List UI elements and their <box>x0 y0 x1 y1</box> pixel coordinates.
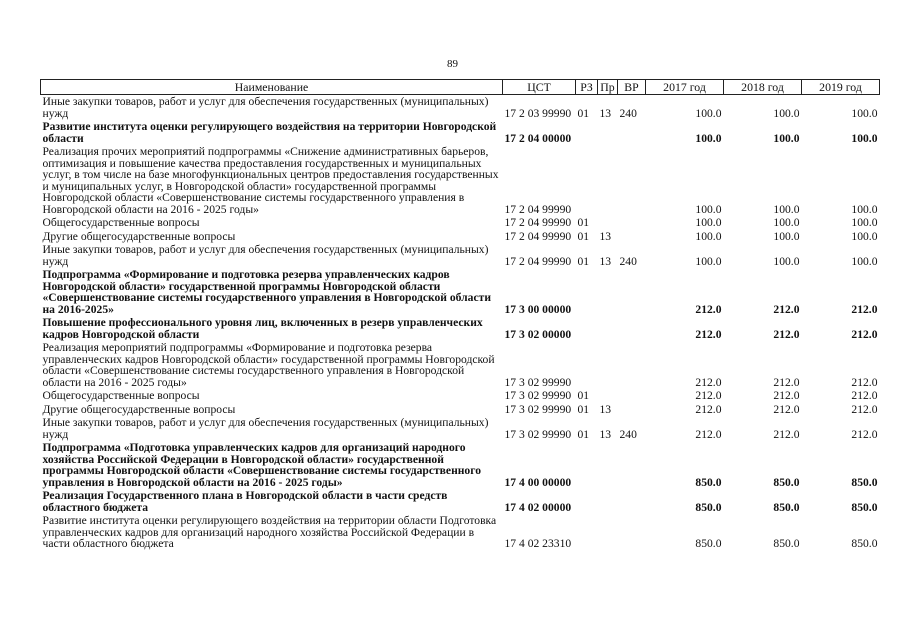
table-row <box>41 243 880 268</box>
cell-2019: 100.0 <box>851 216 878 229</box>
cell-pr <box>598 514 618 551</box>
cell-2018: 212.0 <box>773 427 800 441</box>
cell-rz: 01 <box>577 229 590 243</box>
cell-2018: 212.0 <box>773 302 800 316</box>
cell-cst: 17 2 04 00000 <box>504 131 572 145</box>
table-row <box>41 389 880 403</box>
cell-pr: 13 <box>599 229 612 243</box>
cell-rz <box>576 514 598 551</box>
budget-table <box>40 79 880 551</box>
cell-2018: 850.0 <box>773 475 800 489</box>
cell-2017: 100.0 <box>695 229 722 243</box>
cell-cst: 17 3 02 99990 <box>504 427 572 441</box>
cell-rz <box>576 120 598 145</box>
column-header-rz: РЗ <box>576 80 598 95</box>
cell-name: Общегосударственные вопросы <box>42 389 200 402</box>
cell-vr <box>618 120 646 145</box>
cell-name: Другие общегосударственные вопросы <box>42 402 236 416</box>
cell-2018: 100.0 <box>773 254 800 268</box>
cell-rz <box>576 316 598 341</box>
cell-name: Иные закупки товаров, работ и услуг для обеспечения государственных (муниципальных) нужд <box>42 243 489 268</box>
cell-cst: 17 4 00 00000 <box>504 475 572 489</box>
cell-2017: 850.0 <box>695 500 722 514</box>
cell-rz <box>576 145 598 216</box>
cell-name: Реализация мероприятий подпрограммы «Формирование и подготовка резерва управленческих кадров Новгородской области» государственной программы Новгородской области «Совершенствование системы государственного управления в Новгородской области на 2016 - 2025 годы» <box>42 341 495 389</box>
cell-2018: 850.0 <box>773 500 800 514</box>
cell-name: Развитие института оценки регулирующего воздействия на территории области Подготовка управленческих кадров для организаций народного хозяйства Российской Федерации в части областного бюджета <box>42 514 497 550</box>
column-header-cst: ЦСТ <box>503 80 576 95</box>
column-header-pr: Пр <box>598 80 618 95</box>
cell-vr: 240 <box>619 427 637 441</box>
cell-2019: 100.0 <box>851 254 878 268</box>
cell-vr <box>618 389 646 403</box>
cell-2018: 212.0 <box>773 327 800 341</box>
cell-2018: 100.0 <box>773 202 800 216</box>
cell-2019: 212.0 <box>851 302 878 316</box>
cell-cst: 17 2 04 99990 <box>504 254 572 268</box>
cell-pr <box>598 268 618 316</box>
page-number: 89 <box>447 58 458 70</box>
cell-pr <box>598 145 618 216</box>
cell-pr <box>598 216 618 230</box>
cell-rz <box>576 441 598 489</box>
cell-2019: 212.0 <box>851 402 878 416</box>
table-row <box>41 341 880 389</box>
cell-rz <box>576 268 598 316</box>
cell-2019: 100.0 <box>851 131 878 145</box>
cell-name: Развитие института оценки регулирующего воздействия на территории Новгородской области <box>42 120 497 145</box>
cell-2018: 100.0 <box>773 106 800 120</box>
cell-rz: 01 <box>577 402 590 416</box>
cell-pr <box>598 489 618 514</box>
column-header-name: Наименование <box>41 80 503 95</box>
table-row <box>41 441 880 489</box>
cell-2019: 850.0 <box>851 475 878 489</box>
column-header-vr: ВР <box>618 80 646 95</box>
cell-name: Другие общегосударственные вопросы <box>42 229 236 243</box>
cell-2019: 212.0 <box>851 375 878 389</box>
cell-2018: 850.0 <box>773 537 800 550</box>
cell-name: Общегосударственные вопросы <box>42 216 200 229</box>
cell-pr: 13 <box>599 402 612 416</box>
cell-2018: 100.0 <box>773 131 800 145</box>
cell-2019: 100.0 <box>851 229 878 243</box>
cell-name: Подпрограмма «Формирование и подготовка резерва управленческих кадров Новгородской области» государственной программы Новгородской области «Совершенствование системы государственного управления в Новгородской области на 2016-2025» <box>42 268 491 316</box>
cell-vr <box>618 403 646 417</box>
cell-cst: 17 2 04 99990 <box>504 216 572 229</box>
cell-vr <box>618 341 646 389</box>
cell-cst: 17 2 04 99990 <box>504 229 572 243</box>
table-row <box>41 216 880 230</box>
cell-vr <box>618 514 646 551</box>
cell-2018: 212.0 <box>773 375 800 389</box>
cell-vr: 240 <box>619 254 637 268</box>
cell-name: Иные закупки товаров, работ и услуг для обеспечения государственных (муниципальных) нужд <box>42 95 489 120</box>
cell-name: Повышение профессионального уровня лиц, включенных в резерв управленческих кадров Новгородской области <box>42 316 483 341</box>
cell-rz: 01 <box>577 254 590 268</box>
cell-2017: 212.0 <box>695 427 722 441</box>
cell-2017: 850.0 <box>695 475 722 489</box>
column-header-2019: 2019 год <box>802 80 880 95</box>
cell-rz: 01 <box>577 216 590 229</box>
cell-pr: 13 <box>599 427 612 441</box>
cell-cst: 17 4 02 23310 <box>504 537 572 550</box>
cell-name: Подпрограмма «Подготовка управленческих кадров для организаций народного хозяйства Российской Федерации в Новгородской области» государственной программы Новгородской области «Совершенствование системы государственного управления в Новгородской области на 2016 - 2025 годы» <box>42 441 482 489</box>
cell-2017: 100.0 <box>695 202 722 216</box>
cell-cst: 17 2 03 99990 <box>504 106 572 120</box>
cell-2019: 212.0 <box>851 427 878 441</box>
cell-name: Реализация Государственного плана в Новгородской области в части средств областного бюджета <box>42 489 448 514</box>
cell-pr <box>598 389 618 403</box>
cell-2017: 850.0 <box>695 537 722 550</box>
cell-2017: 100.0 <box>695 254 722 268</box>
table-header-row <box>41 80 880 95</box>
cell-cst: 17 3 02 00000 <box>504 327 572 341</box>
cell-2017: 100.0 <box>695 106 722 120</box>
cell-2017: 212.0 <box>695 375 722 389</box>
cell-2019: 850.0 <box>851 537 878 550</box>
cell-2017: 212.0 <box>695 302 722 316</box>
cell-rz: 01 <box>577 427 590 441</box>
cell-2017: 212.0 <box>695 402 722 416</box>
cell-name: Реализация прочих мероприятий подпрограммы «Снижение административных барьеров, оптимизация и повышение качества предоставления государственных и муниципальных услуг, в том числе на базе многофункциональных центров предоставления государственных и муниципальных услуг, в Новгородской области» государственной программы Новгородской области «Совершенствование системы государственного управления в Новгородской области на 2016 - 2025 годы» <box>42 145 499 216</box>
table-row <box>41 95 880 121</box>
table-row <box>41 120 880 145</box>
cell-2019: 212.0 <box>851 389 878 402</box>
table-row <box>41 416 880 441</box>
cell-cst: 17 3 02 99990 <box>504 375 572 389</box>
cell-vr <box>618 145 646 216</box>
cell-rz: 01 <box>577 389 590 402</box>
cell-vr <box>618 230 646 244</box>
cell-2019: 100.0 <box>851 202 878 216</box>
cell-2017: 100.0 <box>695 131 722 145</box>
cell-pr <box>598 441 618 489</box>
cell-2018: 100.0 <box>773 229 800 243</box>
cell-2019: 850.0 <box>851 500 878 514</box>
cell-vr <box>618 316 646 341</box>
cell-name: Иные закупки товаров, работ и услуг для обеспечения государственных (муниципальных) нужд <box>42 416 489 441</box>
cell-2017: 100.0 <box>695 216 722 229</box>
cell-rz <box>576 489 598 514</box>
cell-pr <box>598 341 618 389</box>
table-row <box>41 514 880 551</box>
cell-cst: 17 3 00 00000 <box>504 302 572 316</box>
table-body <box>41 95 880 551</box>
cell-2019: 212.0 <box>851 327 878 341</box>
table-row <box>41 403 880 417</box>
cell-2018: 212.0 <box>773 389 800 402</box>
table-row <box>41 316 880 341</box>
cell-vr <box>618 268 646 316</box>
table-row <box>41 268 880 316</box>
cell-pr: 13 <box>599 254 612 268</box>
cell-rz <box>576 341 598 389</box>
cell-cst: 17 4 02 00000 <box>504 500 572 514</box>
cell-cst: 17 3 02 99990 <box>504 389 572 402</box>
cell-pr <box>598 316 618 341</box>
cell-pr: 13 <box>599 106 612 120</box>
cell-2018: 212.0 <box>773 402 800 416</box>
column-header-2017: 2017 год <box>646 80 724 95</box>
cell-vr <box>618 489 646 514</box>
cell-2019: 100.0 <box>851 106 878 120</box>
cell-pr <box>598 120 618 145</box>
table-row <box>41 230 880 244</box>
cell-2017: 212.0 <box>695 327 722 341</box>
cell-cst: 17 2 04 99990 <box>504 202 572 216</box>
table-row <box>41 489 880 514</box>
cell-2017: 212.0 <box>695 389 722 402</box>
cell-2018: 100.0 <box>773 216 800 229</box>
cell-vr <box>618 216 646 230</box>
cell-vr: 240 <box>619 106 637 120</box>
table-row <box>41 145 880 216</box>
cell-rz: 01 <box>577 106 590 120</box>
cell-vr <box>618 441 646 489</box>
column-header-2018: 2018 год <box>724 80 802 95</box>
cell-cst: 17 3 02 99990 <box>504 402 572 416</box>
